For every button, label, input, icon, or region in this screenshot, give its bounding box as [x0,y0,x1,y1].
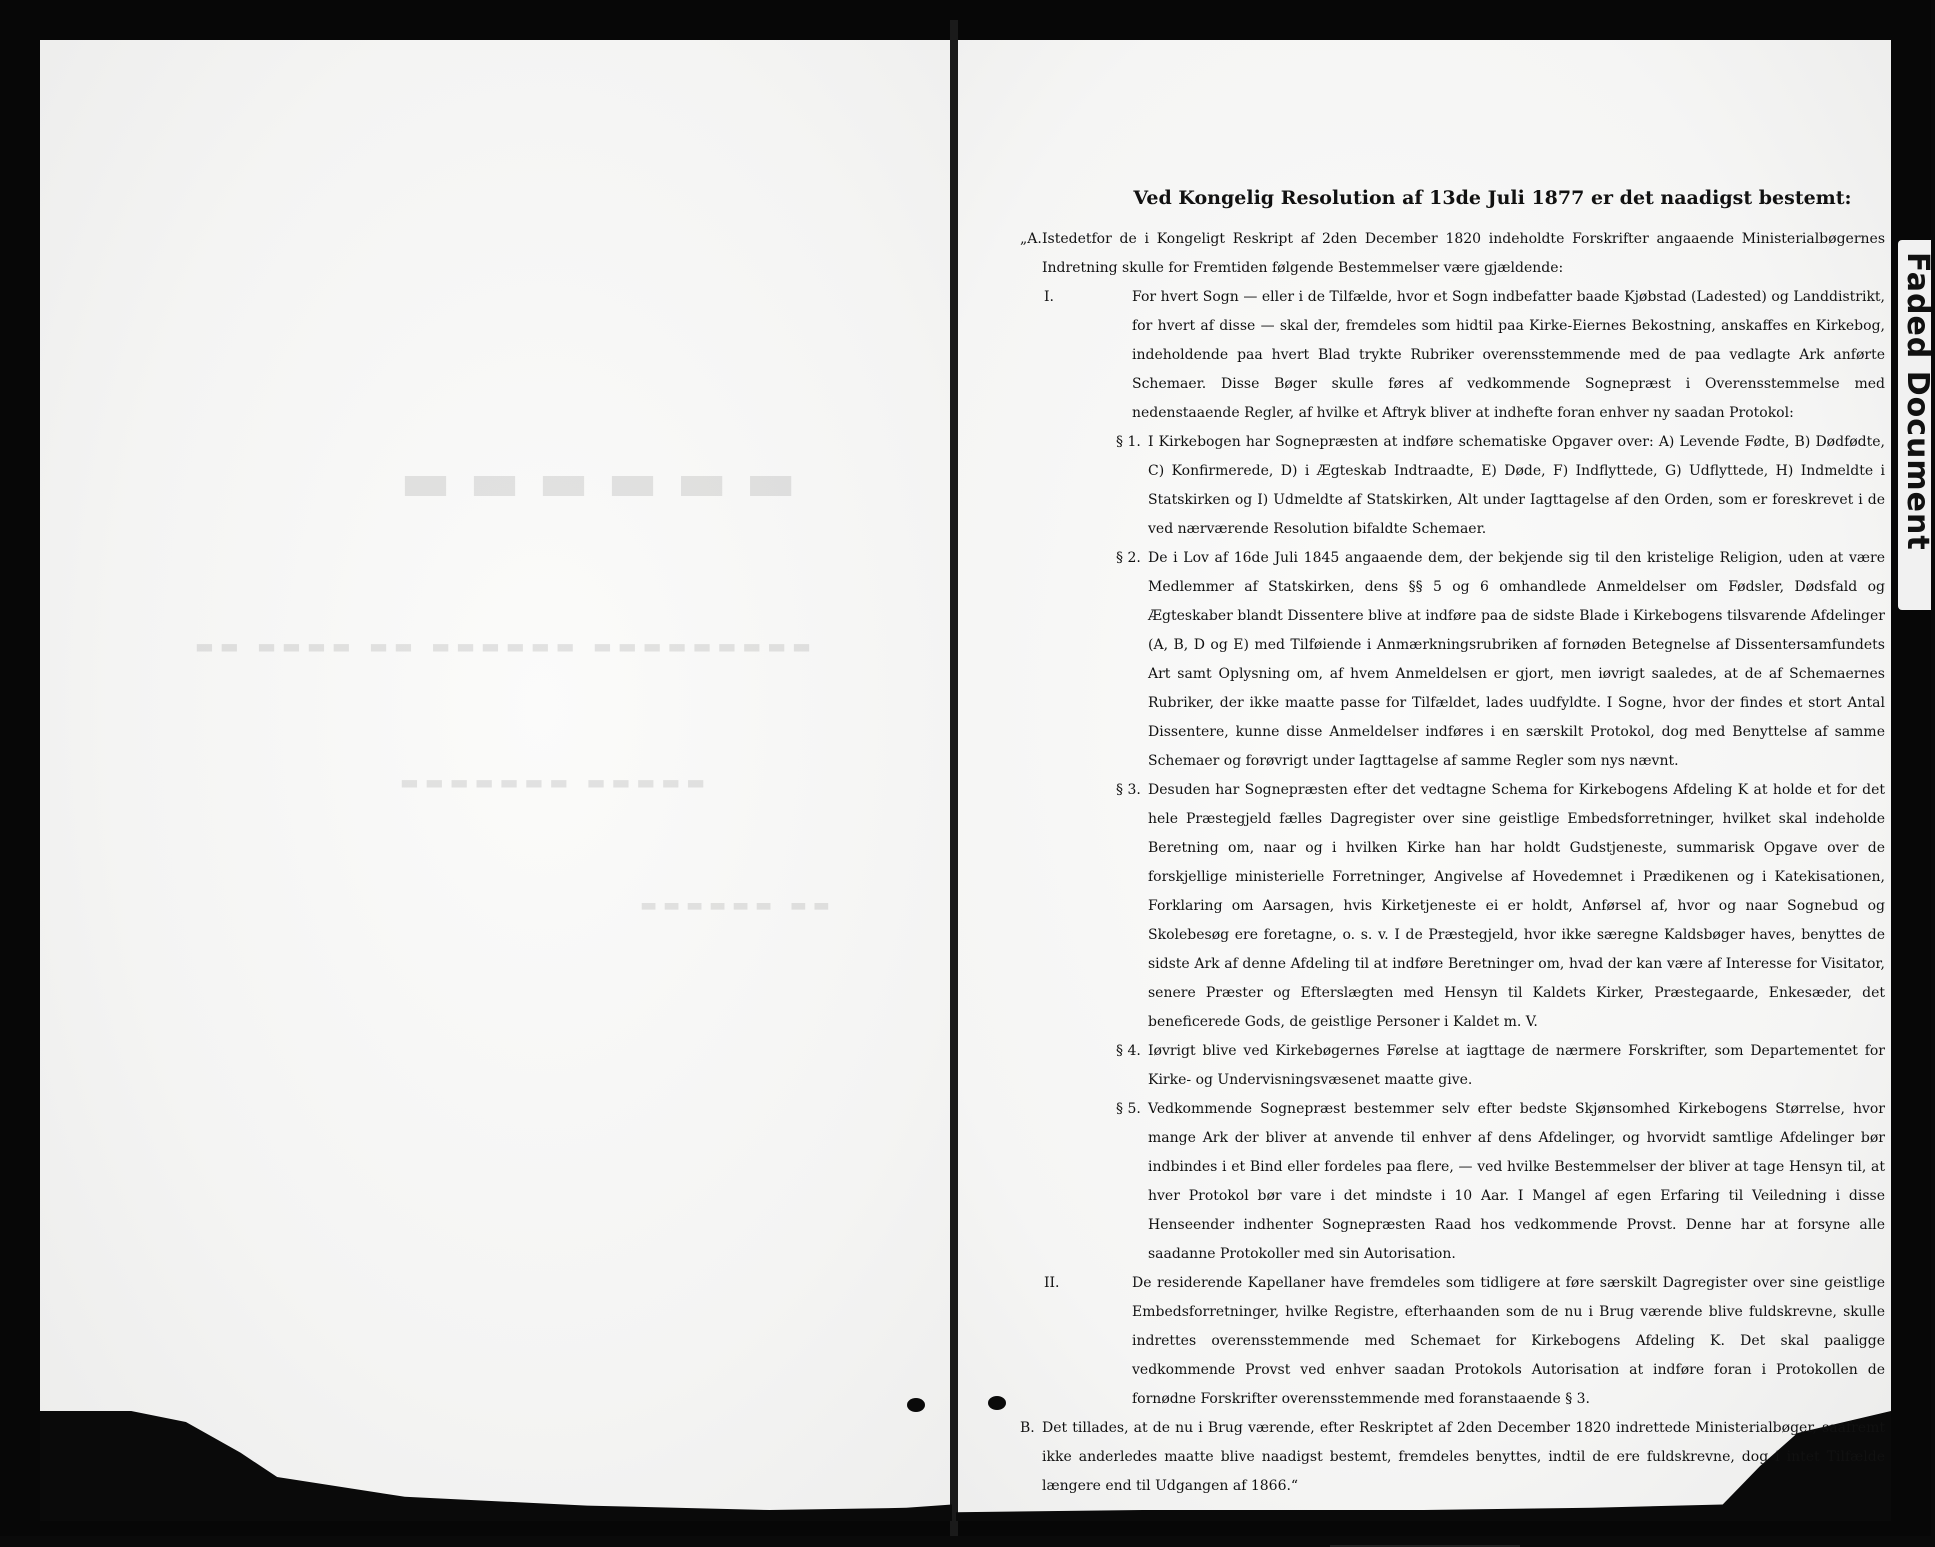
paragraph-s [1116,1095,1885,1269]
paragraph-label: § 5. [1116,1101,1141,1117]
resolution-heading: Ved Kongelig Resolution af 13de Juli 1877 er det naadigst bestemt: [1133,187,1852,209]
faded-bleed-through-title: ▬▬▬▬▬▬ [400,450,815,513]
paragraph-I [1044,283,1885,428]
paragraph-text: Istedetfor de i Kongeligt Reskript af 2den December 1820 indeholdte Forskrifter angaaende Ministerialbøgernes Indretning skulle for Fremtiden følgende Bestemmelser være gjældende: [1042,231,1885,276]
paragraph-label: § 3. [1116,782,1141,798]
paragraph-text: Desuden har Sognepræsten efter det vedtagne Schema for Kirkebogens Afdeling K at holde et for det hele Præstegjeld fælles Dagregister over sine geistlige Embedsforretninger, hvilket skal indeholde Beretning om, naar og i hvilken Kirke han har holdt Gudstjeneste, summarisk Opgave over de forskjellige ministerielle Forretninger, Angivelse af Hovedemnet i Prædikenen og i Katekisationen, Forklaring om Aarsagen, hvis Kirketjeneste ei er holdt, Anførsel af, hvor og naar Sognebud og Skolebesøg ere foretagne, o. s. v. I de Præstegjeld, hvor ikke særegne Kaldsbøger haves, benyttes de sidste Ark af denne Afdeling til at indføre Beretninger om, hvad der kan være af Interesse for Visitator, senere Præster og Efterslægten med Hensyn til Kaldets Kirker, Præstegaarde, Enkesæder, det beneficerede Gods, de geistlige Personer i Kaldet m. V. [1148,782,1885,1030]
paragraph-label: § 2. [1116,550,1141,566]
paragraph-text: De residerende Kapellaner have fremdeles som tidligere at føre særskilt Dagregister over sine geistlige Embedsforretninger, hvilke Registre, efterhaanden som de nu i Brug værende blive fuldskrevne, skulle indrettes overensstemmende med Schemaet for Kirkebogens Afdeling K. Det skal paaligge vedkommende Provst ved enhver saadan Protokols Autorisation at indføre foran i Protokollen de fornødne Forskrifter overensstemmende med foranstaaende § 3. [1132,1275,1885,1407]
faded-document-tab [1898,240,1935,610]
paragraph-text: Det tillades, at de nu i Brug værende, efter Reskriptet af 2den December 1820 indrettede Ministerialbøger, saafremt ikke anderledes maatte blive naadigst bestemt, fremdeles benyttes, indtil de ere fuldskrevne, dog i intet Tilfælde længere end til Udgangen af 1866.“ [1042,1420,1885,1494]
paragraph-text: Vedkommende Sognepræst bestemmer selv efter bedste Skjønsomhed Kirkebogens Størrelse, hvor mange Ark der bliver at anvende til enhver af dens Afdelinger, og hvorvidt samtlige Afdelinger bør indbindes i et Bind eller fordeles paa flere, — ved hvilke Bestemmelser der bliver at tage Hensyn til, at hver Protokol bør vare i det mindste i 10 Aar. I Mangel af egen Erfaring til Veiledning i disse Henseender indhenter Sognepræsten Raad hos vedkommende Provst. Denne har at forsyne alle saadanne Protokoller med sin Autorisation. [1148,1101,1885,1262]
paragraph-s [1116,428,1885,544]
paragraph-s [1116,544,1885,776]
paragraph-A [1020,225,1885,283]
tab-label: Faded Document [1900,252,1935,551]
paragraph-label: I. [1044,289,1054,305]
left-page [40,40,952,1521]
faded-bleed-through-line: ▬▬▬▬▬▬▬ ▬▬▬▬▬ [400,770,712,794]
paragraph-label: „A. [1020,231,1042,247]
book-gutter [950,20,958,1536]
paragraph-text: I Kirkebogen har Sognepræsten at indføre schematiske Opgaver over: A) Levende Fødte, B) Dødfødte, C) Konfirmerede, D) i Ægteskab Indtraadte, E) Døde, F) Indflyttede, G) Udflyttede, H) Indmeldte i Statskirken og I) Udmeldte af Statskirken, Alt under Iagttagelse af den Orden, som er foreskrevet i de ved nærværende Resolution bifaldte Schemaer. [1148,434,1885,537]
paragraph-label: § 1. [1116,434,1141,450]
faded-bleed-through-line: ▬▬▬▬▬▬ ▬▬ [640,895,836,916]
faded-bleed-through-line: ▬▬ ▬▬▬▬ ▬▬ ▬▬▬▬▬▬ ▬▬▬▬▬▬▬▬▬ [195,634,818,658]
paragraph-text: De i Lov af 16de Juli 1845 angaaende dem, der bekjende sig til den kristelige Religion, uden at være Medlemmer af Statskirken, dens §§ 5 og 6 omhandlede Anmeldelser om Fødsler, Dødsfald og Ægteskaber blandt Dissentere blive at indføre paa de sidste Blade i Kirkebogens tilsvarende Afdelinger (A, B, D og E) med Tilføiende i Anmærkningsrubriken af fornøden Betegnelse af Dissentersamfundets Art samt Oplysning om, af hvem Anmeldelsen er gjort, men iøvrigt saaledes, at de af Schemaernes Rubriker, der ikke maatte passe for Tilfældet, lades uudfyldte. I Sogne, hvor der findes et stort Antal Dissentere, kunne disse Anmeldelser indføres i en særskilt Protokol, dog med Benyttelse af samme Schemaer og forøvrigt under Iagttagelse af samme Regler som nys nævnt. [1148,550,1885,769]
paragraph-text: For hvert Sogn — eller i de Tilfælde, hvor et Sogn indbefatter baade Kjøbstad (Ladested) og Landdistrikt, for hvert af disse — skal der, fremdeles som hidtil paa Kirke-Eiernes Bekostning, anskaffes en Kirkebog, indeholdende paa hvert Blad trykte Rubriker overensstemmende med de paa vedlagte Ark anførte Schemaer. Disse Bøger skulle føres af vedkommende Sognepræst i Overensstemmelse med nedenstaaende Regler, af hvilke et Aftryk bliver at indhefte foran enhver ny saadan Protokol: [1132,289,1885,421]
paragraph-s [1116,1037,1885,1095]
resolution-text [1020,185,1885,1547]
resolution-paragraphs [1020,225,1885,1501]
paragraph-text: Iøvrigt blive ved Kirkebøgernes Førelse at iagttage de nærmere Forskrifter, som Departementet for Kirke- og Undervisningsvæsenet maatte give. [1148,1043,1885,1088]
paragraph-label: II. [1044,1275,1060,1291]
paragraph-label: § 4. [1116,1043,1141,1059]
binding-hole [988,1396,1006,1410]
paragraph-s [1116,776,1885,1037]
paragraph-B [1020,1414,1885,1501]
paragraph-label: B. [1020,1420,1035,1436]
paragraph-II [1044,1269,1885,1414]
binding-hole [907,1398,925,1412]
